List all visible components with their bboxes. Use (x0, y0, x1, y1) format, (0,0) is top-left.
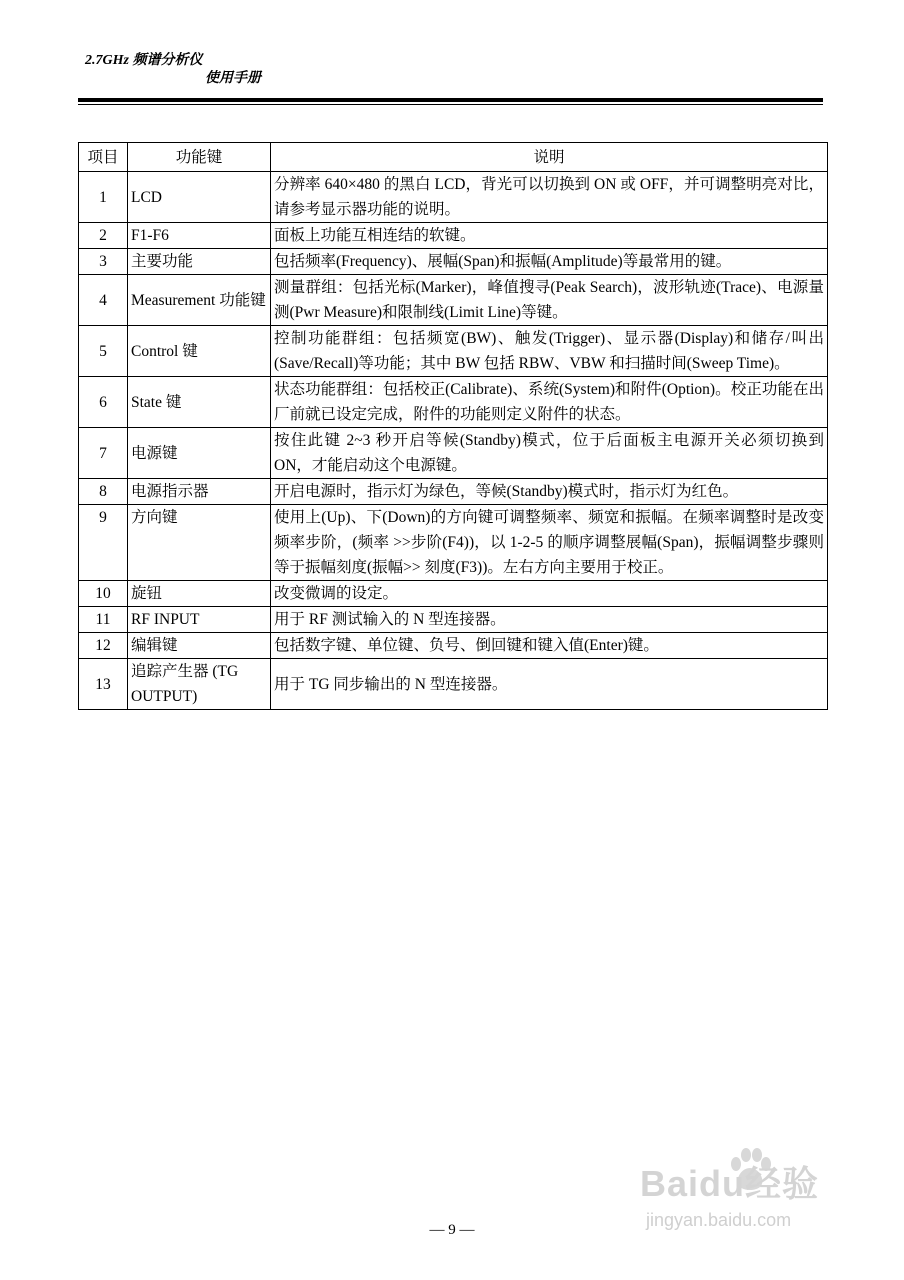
table-row (79, 249, 828, 275)
header-rule-thick (78, 98, 823, 102)
row-key: LCD (128, 172, 271, 223)
row-number: 7 (79, 428, 128, 479)
row-number: 13 (79, 659, 128, 710)
page-number: — 9 — (429, 1222, 475, 1238)
header-rule-thin (78, 104, 823, 105)
table-row (79, 659, 828, 710)
row-number: 2 (79, 223, 128, 249)
row-number: 6 (79, 377, 128, 428)
row-number: 5 (79, 326, 128, 377)
row-description: 改变微调的设定。 (271, 581, 828, 607)
page-header (85, 52, 825, 88)
row-description: 包括数字键、单位键、负号、倒回键和键入值(Enter)键。 (271, 633, 828, 659)
row-key: 主要功能 (128, 249, 271, 275)
row-key: State 键 (128, 377, 271, 428)
row-key: RF INPUT (128, 607, 271, 633)
row-number: 1 (79, 172, 128, 223)
function-key-table (78, 142, 828, 710)
row-description: 面板上功能互相连结的软键。 (271, 223, 828, 249)
table-row (79, 275, 828, 326)
row-key: 追踪产生器 (TG OUTPUT) (128, 659, 271, 710)
row-number: 10 (79, 581, 128, 607)
baidu-watermark (640, 1148, 865, 1258)
row-description: 分辨率 640×480 的黑白 LCD，背光可以切换到 ON 或 OFF，并可调整明亮对比，请参考显示器功能的说明。 (271, 172, 828, 223)
column-header-description: 说明 (271, 143, 828, 172)
table-row (79, 607, 828, 633)
table-row (79, 223, 828, 249)
table-row (79, 377, 828, 428)
row-number: 11 (79, 607, 128, 633)
column-header-function-key: 功能键 (128, 143, 271, 172)
row-number: 9 (79, 505, 128, 581)
row-key: 电源键 (128, 428, 271, 479)
table-header-row (79, 143, 828, 172)
row-key: 编辑键 (128, 633, 271, 659)
row-description: 包括频率(Frequency)、展幅(Span)和振幅(Amplitude)等最常用的键。 (271, 249, 828, 275)
row-number: 4 (79, 275, 128, 326)
row-number: 3 (79, 249, 128, 275)
row-key: 电源指示器 (128, 479, 271, 505)
header-title: 2.7GHz 频谱分析仪 (85, 53, 203, 68)
row-description: 测量群组：包括光标(Marker)，峰值搜寻(Peak Search)，波形轨迹(Trace)、电源量测(Pwr Measure)和限制线(Limit Line)等键。 (271, 275, 828, 326)
row-description: 使用上(Up)、下(Down)的方向键可调整频率、频宽和振幅。在频率调整时是改变频率步阶，(频率 >>步阶(F4))，以 1-2-5 的顺序调整展幅(Span)，振幅调整步骤则等于振幅刻度(振幅>> 刻度(F3))。左右方向主要用于校正。 (271, 505, 828, 581)
row-key: Control 键 (128, 326, 271, 377)
row-description: 状态功能群组：包括校正(Calibrate)、系统(System)和附件(Option)。校正功能在出厂前就已设定完成，附件的功能则定义附件的状态。 (271, 377, 828, 428)
row-key: F1-F6 (128, 223, 271, 249)
row-description: 用于 RF 测试输入的 N 型连接器。 (271, 607, 828, 633)
row-number: 12 (79, 633, 128, 659)
table-row (79, 581, 828, 607)
row-key: 旋钮 (128, 581, 271, 607)
row-description: 开启电源时，指示灯为绿色，等候(Standby)模式时，指示灯为红色。 (271, 479, 828, 505)
table-row (79, 172, 828, 223)
row-description: 用于 TG 同步输出的 N 型连接器。 (271, 659, 828, 710)
watermark-url: jingyan.baidu.com (646, 1210, 792, 1230)
table-row (79, 428, 828, 479)
row-number: 8 (79, 479, 128, 505)
table-row (79, 505, 828, 581)
row-description: 按住此键 2~3 秒开启等候(Standby)模式，位于后面板主电源开关必须切换到 ON，才能启动这个电源键。 (271, 428, 828, 479)
table-row (79, 479, 828, 505)
watermark-logo: Baidu经验 (640, 1163, 820, 1204)
table-row (79, 633, 828, 659)
row-key: 方向键 (128, 505, 271, 581)
header-subtitle: 使用手册 (205, 71, 261, 86)
row-key: Measurement 功能键 (128, 275, 271, 326)
table-row (79, 326, 828, 377)
column-header-item: 项目 (79, 143, 128, 172)
row-description: 控制功能群组：包括频宽(BW)、触发(Trigger)、显示器(Display)和储存/叫出(Save/Recall)等功能；其中 BW 包括 RBW、VBW 和扫描时间(Sweep Time)。 (271, 326, 828, 377)
